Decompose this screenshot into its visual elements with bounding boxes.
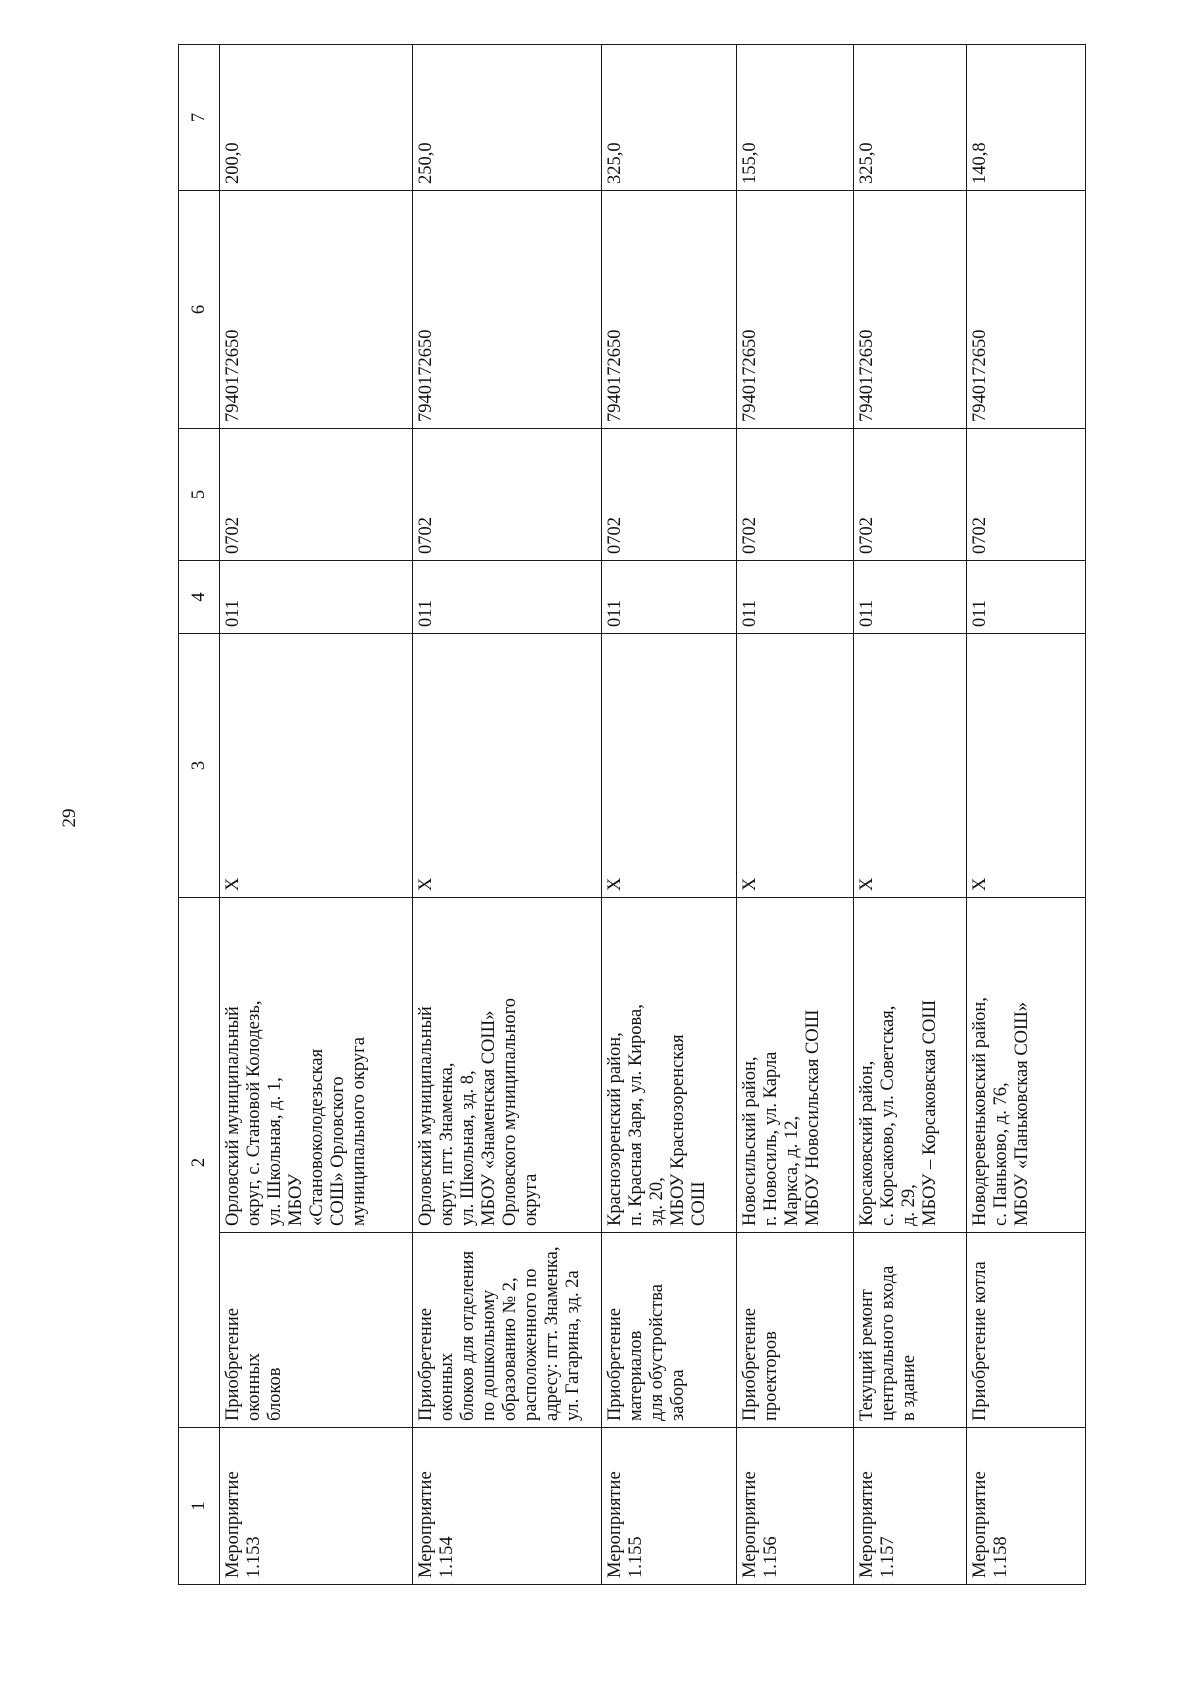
description-cell: Приобретение оконных блоков (220, 1233, 412, 1428)
event-cell: Мероприятие 1.155 (601, 1428, 736, 1585)
event-cell: Мероприятие 1.156 (736, 1428, 853, 1585)
event-cell: Мероприятие 1.157 (853, 1428, 967, 1585)
col3-cell: X (412, 634, 601, 898)
description-cell: Приобретение материалов для обустройства забора (601, 1233, 736, 1428)
header-cell-7: 7 (179, 45, 220, 191)
col5-cell: 0702 (601, 429, 736, 561)
table-row (736, 45, 853, 1585)
object-cell: Орловский муниципальный округ, с. Становой Колодезь, ул. Школьная, д. 1, МБОУ «Становоколодезьская СОШ» Орловского муниципального округа (220, 898, 412, 1233)
header-cell-1: 1 (179, 1428, 220, 1585)
header-cell-3: 3 (179, 634, 220, 898)
col3-cell: X (736, 634, 853, 898)
table-row (412, 45, 601, 1585)
table-row (601, 45, 736, 1585)
rotated-table-container (178, 45, 1086, 1585)
event-cell: Мероприятие 1.153 (220, 1428, 412, 1585)
col7-cell: 155,0 (736, 45, 853, 191)
table-row (853, 45, 967, 1585)
col4-cell: 011 (967, 561, 1086, 634)
header-cell-4: 4 (179, 561, 220, 634)
header-cell-5: 5 (179, 429, 220, 561)
description-cell: Приобретение котла (967, 1233, 1086, 1428)
col6-cell: 7940172650 (853, 191, 967, 429)
col7-cell: 200,0 (220, 45, 412, 191)
col5-cell: 0702 (412, 429, 601, 561)
object-cell: Орловский муниципальный округ, пгт. Знаменка, ул. Школьная, зд. 8, МБОУ «Знаменская СОШ» Орловского муниципального округа (412, 898, 601, 1233)
col4-cell: 011 (412, 561, 601, 634)
col5-cell: 0702 (967, 429, 1086, 561)
col3-cell: X (220, 634, 412, 898)
description-cell: Приобретение оконных блоков для отделения по дошкольному образованию № 2, расположенного по адресу: пгт. Знаменка, ул. Гагарина, зд. 2а (412, 1233, 601, 1428)
table-row (220, 45, 412, 1585)
event-cell: Мероприятие 1.154 (412, 1428, 601, 1585)
table-row (967, 45, 1086, 1585)
col7-cell: 250,0 (412, 45, 601, 191)
object-cell: Новодеревеньковский район, с. Паньково, д. 76, МБОУ «Паньковская СОШ» (967, 898, 1086, 1233)
object-cell: Краснозоренский район, п. Красная Заря, ул. Кирова, зд. 20, МБОУ Краснозоренская СОШ (601, 898, 736, 1233)
header-cell-6: 6 (179, 191, 220, 429)
col5-cell: 0702 (853, 429, 967, 561)
object-cell: Новосильский район, г. Новосиль, ул. Карла Маркса, д. 12, МБОУ Новосильская СОШ (736, 898, 853, 1233)
col5-cell: 0702 (220, 429, 412, 561)
col6-cell: 7940172650 (736, 191, 853, 429)
col6-cell: 7940172650 (220, 191, 412, 429)
col3-cell: X (853, 634, 967, 898)
col7-cell: 140,8 (967, 45, 1086, 191)
col4-cell: 011 (601, 561, 736, 634)
col4-cell: 011 (220, 561, 412, 634)
col6-cell: 7940172650 (967, 191, 1086, 429)
description-cell: Текущий ремонт центрального входа в здание (853, 1233, 967, 1428)
col6-cell: 7940172650 (601, 191, 736, 429)
col3-cell: X (601, 634, 736, 898)
col7-cell: 325,0 (601, 45, 736, 191)
col3-cell: X (967, 634, 1086, 898)
header-cell-2: 2 (179, 898, 220, 1428)
table-body (179, 45, 1086, 1585)
page-number: 29 (59, 808, 80, 828)
budget-table (178, 44, 1086, 1585)
col4-cell: 011 (853, 561, 967, 634)
col4-cell: 011 (736, 561, 853, 634)
col5-cell: 0702 (736, 429, 853, 561)
header-row (179, 45, 220, 1585)
object-cell: Корсаковский район, с. Корсаково, ул. Советская, д. 29, МБОУ – Корсаковская СОШ (853, 898, 967, 1233)
event-cell: Мероприятие 1.158 (967, 1428, 1086, 1585)
description-cell: Приобретение проекторов (736, 1233, 853, 1428)
col7-cell: 325,0 (853, 45, 967, 191)
col6-cell: 7940172650 (412, 191, 601, 429)
